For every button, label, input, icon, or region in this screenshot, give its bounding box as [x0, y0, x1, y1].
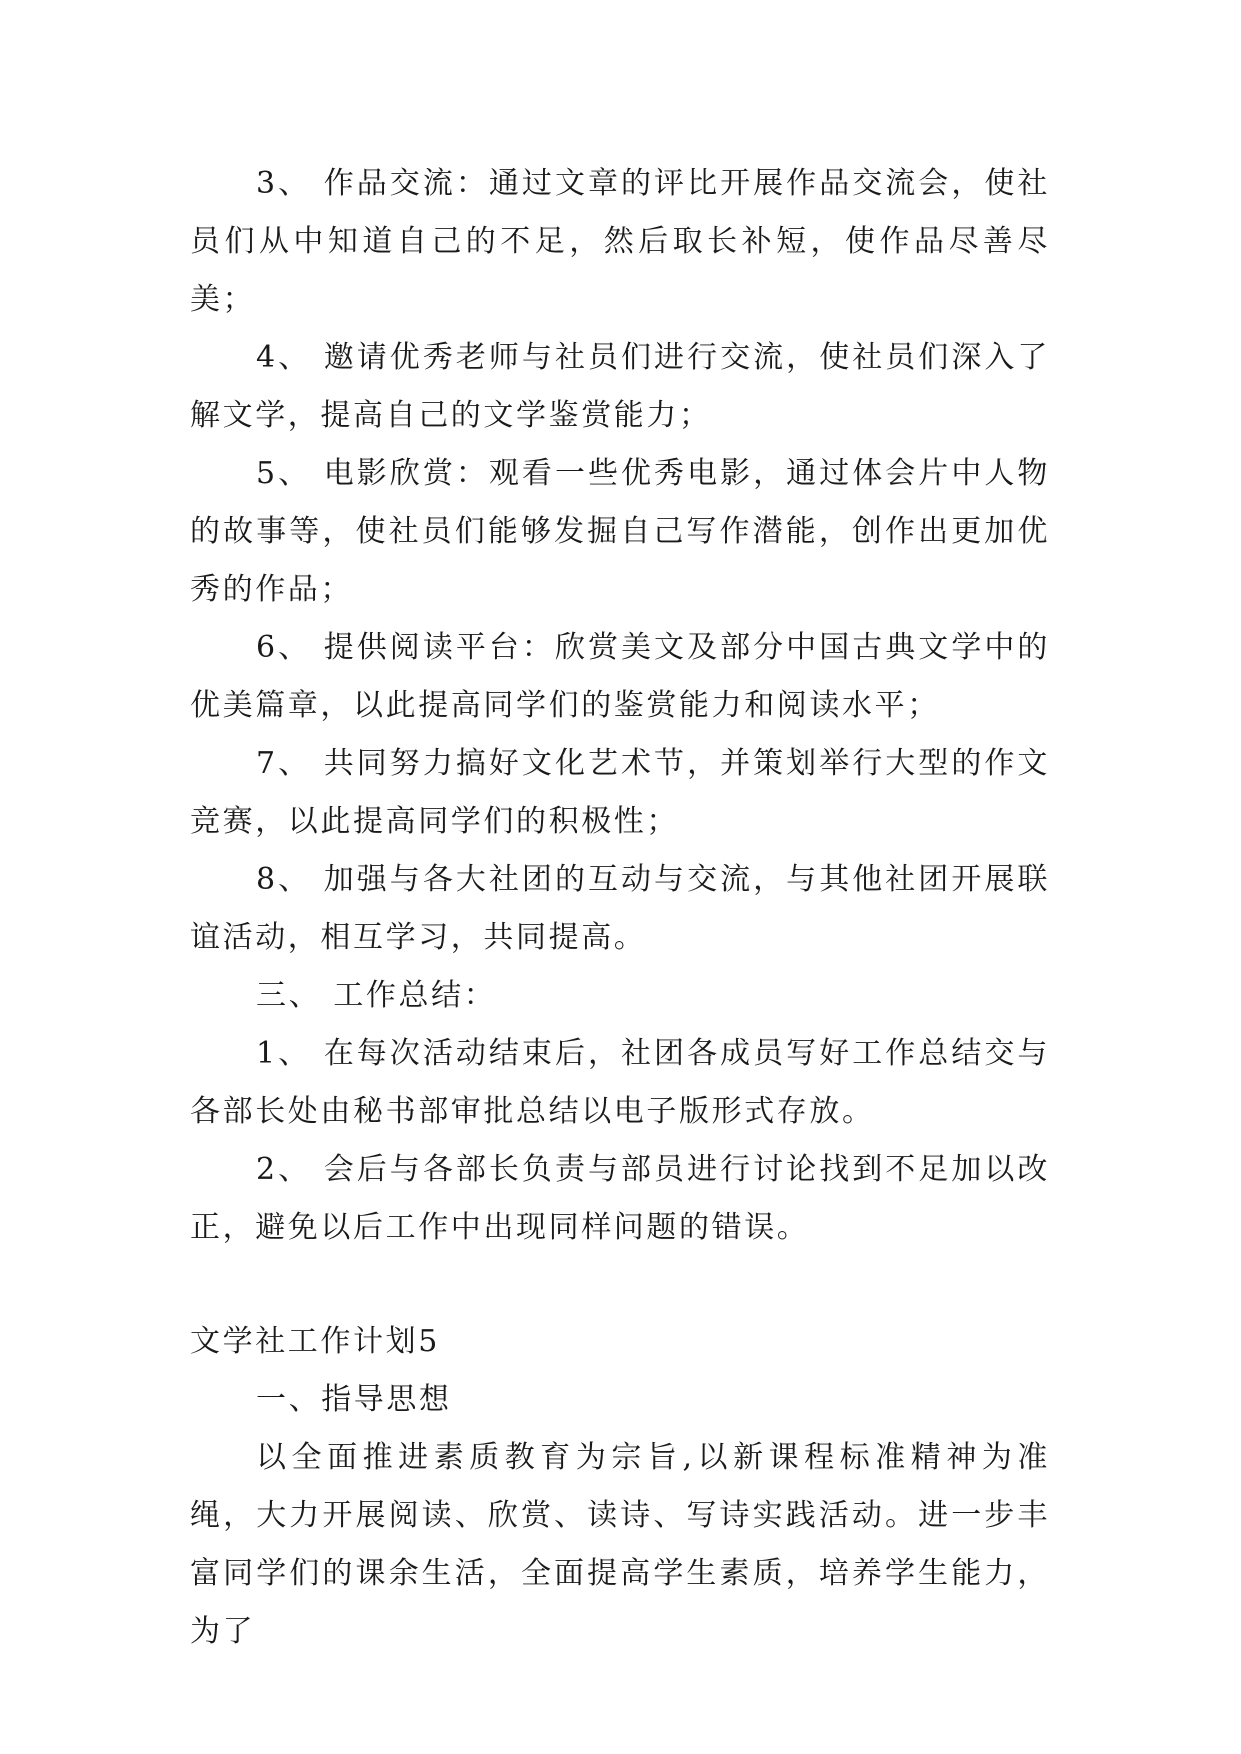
paragraph-item-5: 5、 电影欣赏：观看一些优秀电影，通过体会片中人物的故事等，使社员们能够发掘自己写作潜能，创作出更加优秀的作品；: [190, 456, 1050, 607]
document-body: [190, 155, 1050, 1661]
section-title: 文学社工作计划5: [190, 1324, 440, 1359]
summary-item-2: 2、 会后与各部长负责与部员进行讨论找到不足加以改正，避免以后工作中出现同样问题的错误。: [190, 1152, 1050, 1245]
subheading-guiding-ideology: 一、指导思想: [256, 1382, 452, 1417]
paragraph-item-3: 3、 作品交流：通过文章的评比开展作品交流会，使社员们从中知道自己的不足，然后取长补短，使作品尽善尽美；: [190, 166, 1050, 317]
paragraph-item-4: 4、 邀请优秀老师与社员们进行交流，使社员们深入了解文学，提高自己的文学鉴赏能力；: [190, 340, 1050, 433]
section-heading-work-summary: 三、 工作总结：: [256, 978, 497, 1013]
paragraph-item-7: 7、 共同努力搞好文化艺术节，并策划举行大型的作文竞赛，以此提高同学们的积极性；: [190, 746, 1050, 839]
summary-item-1: 1、 在每次活动结束后，社团各成员写好工作总结交与各部长处由秘书部审批总结以电子版形式存放。: [190, 1036, 1050, 1129]
paragraph-item-6: 6、 提供阅读平台：欣赏美文及部分中国古典文学中的优美篇章，以此提高同学们的鉴赏能力和阅读水平；: [190, 630, 1050, 723]
paragraph-item-8: 8、 加强与各大社团的互动与交流，与其他社团开展联谊活动，相互学习，共同提高。: [190, 862, 1050, 955]
paragraph-guiding-ideology-body: 以全面推进素质教育为宗旨,以新课程标准精神为准绳，大力开展阅读、欣赏、读诗、写诗实践活动。进一步丰富同学们的课余生活，全面提高学生素质，培养学生能力，为了: [190, 1440, 1050, 1649]
